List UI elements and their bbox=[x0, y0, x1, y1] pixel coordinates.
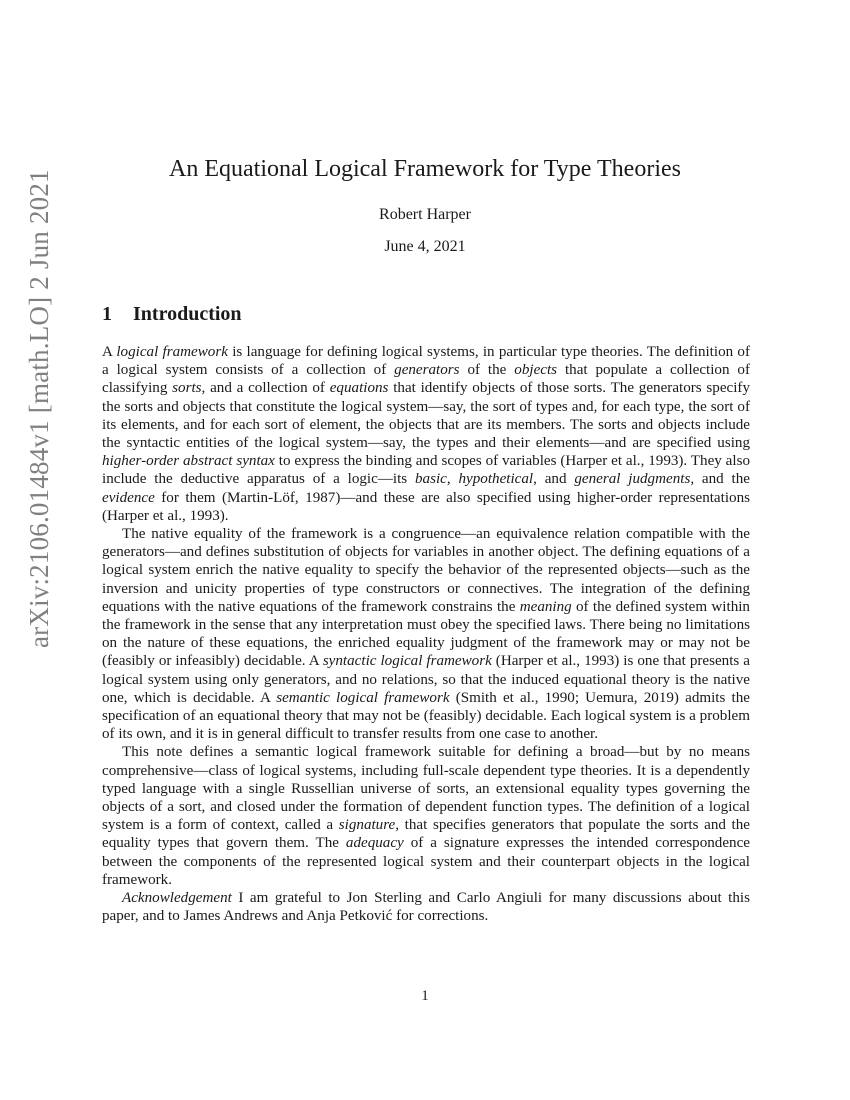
text-run: , and bbox=[533, 471, 575, 488]
paragraph-acknowledgement bbox=[102, 889, 750, 925]
emphasized-term: generators bbox=[394, 362, 460, 379]
body-text bbox=[102, 343, 750, 926]
text-run: , that specifies generators that populate the sorts and the equality types that govern them. The bbox=[102, 817, 751, 852]
emphasized-term: logical framework bbox=[116, 344, 228, 360]
paper-title: An Equational Logical Framework for Type Theories bbox=[169, 156, 681, 182]
text-run: of a signature expresses the intended correspondence between the components of the represented logical system and their counterpart objects in the logical framework. bbox=[102, 835, 750, 888]
paper-date: June 4, 2021 bbox=[384, 238, 466, 255]
text-run: The native equality of the framework is a congruence—an equivalence relation compatible with the generators—and defines substitution of objects for variables in another object. The defining equations of a logical system enrich the native equality to specify the behavior of the represented objects—such as the inversion and unicity properties of type constructors or connectives. The integration of the defining equations with the native equations of the framework constrains the bbox=[102, 526, 750, 615]
author-name: Robert Harper bbox=[379, 206, 471, 223]
emphasized-term: sorts bbox=[172, 380, 202, 397]
emphasized-term: basic bbox=[415, 471, 447, 488]
text-run: to express the binding and scopes of variables (Harper et al., 1993). They also include the deductive apparatus of a logic—its bbox=[102, 453, 750, 488]
text-run: This note defines a semantic logical framework suitable for defining a broad—but by no means comprehensive—class of logical systems, including full-scale dependent type theories. It is a dependently typed language with a single Russellian universe of sorts, an extensional equality types governing the objects of a sort, and closed under the formation of dependent function types. The definition of a logical system is a form of context, called a bbox=[102, 744, 750, 834]
emphasized-term: general judgments bbox=[574, 471, 691, 488]
emphasized-term: higher-order abstract syntax bbox=[102, 453, 275, 470]
emphasized-term: meaning bbox=[519, 598, 572, 615]
emphasized-term: hypothetical bbox=[458, 471, 534, 488]
section-number: 1 bbox=[102, 303, 112, 325]
emphasized-term: evidence bbox=[102, 489, 155, 506]
text-run: , and the bbox=[690, 471, 750, 488]
emphasized-term: signature bbox=[338, 817, 396, 834]
text-run: , bbox=[446, 471, 459, 488]
section-heading-introduction bbox=[102, 302, 242, 326]
emphasized-term: objects bbox=[514, 362, 558, 379]
section-title: Introduction bbox=[133, 303, 242, 325]
paragraph-3 bbox=[102, 743, 750, 889]
paragraph-2 bbox=[102, 525, 750, 743]
text-run: is language for defining logical systems, in particular type theories. The definition of a logical system consists of a collection of bbox=[102, 344, 750, 379]
text-run: (Harper et al., 1993) is one that presents a logical system using only generators, and no relations, so that the induced equational theory is the native one, which is decidable. A bbox=[102, 653, 750, 706]
paragraph-1 bbox=[102, 343, 750, 525]
emphasized-term: adequacy bbox=[345, 835, 404, 852]
text-run: I am grateful to Jon Sterling and Carlo Angiuli for many discussions about this paper, and to James Andrews and Anja Petković for corrections. bbox=[102, 890, 750, 925]
text-run: of the bbox=[459, 362, 515, 379]
arxiv-identifier-stamp: arXiv:2106.01484v1 [math.LO] 2 Jun 2021 bbox=[24, 169, 54, 648]
text-run: for them (Martin-Löf, 1987)—and these are also specified using higher-order representations (Harper et al., 1993). bbox=[102, 489, 750, 524]
text-run: (Smith et al., 1990; Uemura, 2019) admits the specification of an equational theory that may not be (feasibly) decidable. Each logical system is a problem of its own, and it is in general difficult to transfer results from one case to another. bbox=[102, 689, 750, 743]
text-run: that populate a collection of classifying bbox=[102, 362, 750, 397]
text-run: that identify objects of those sorts. The generators specify the sorts and objects that constitute the logical system—say, the sort of types and, for each type, the sort of its elements, and for each sort of element, the objects that are its members. The sorts and objects include the syntactic entities of the logical system—say, the types and their elements—and are specified using bbox=[102, 380, 751, 452]
text-run: A bbox=[102, 344, 117, 360]
emphasized-term: equations bbox=[329, 380, 389, 397]
text-run: , and a collection of bbox=[201, 380, 330, 397]
emphasized-term: Acknowledgement bbox=[122, 890, 232, 907]
text-run: of the defined system within the framework in the sense that any interpretation must obey the specified laws. There being no limitations on the nature of these equations, the enriched equality judgment of the framework may or may not be (feasibly or infeasibly) decidable. A bbox=[102, 598, 750, 670]
emphasized-term: syntactic logical framework bbox=[322, 653, 492, 670]
page-number: 1 bbox=[421, 988, 429, 1004]
emphasized-term: semantic logical framework bbox=[276, 689, 450, 706]
